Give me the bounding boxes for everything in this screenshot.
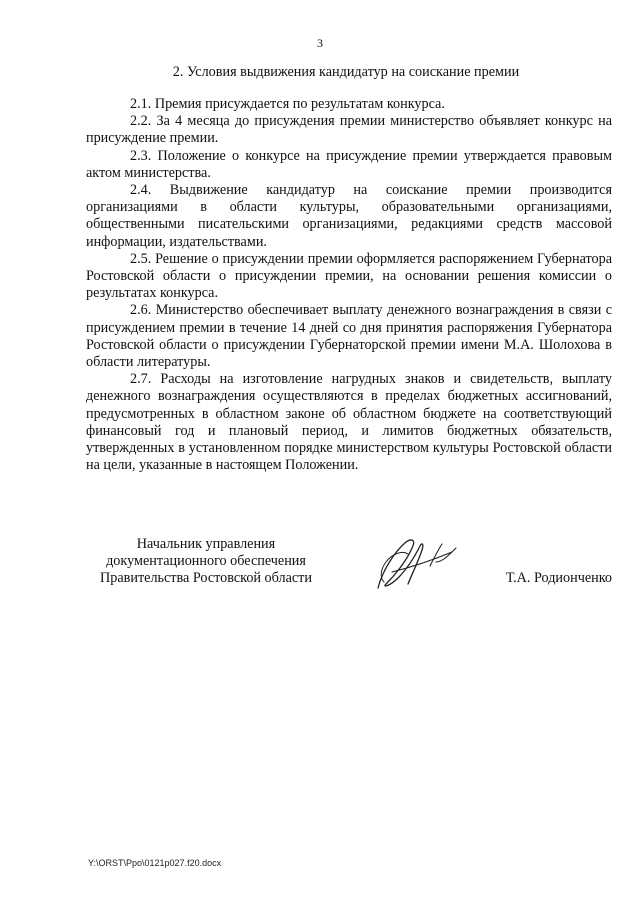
paragraph-2-6: 2.6. Министерство обеспечивает выплату денежного вознаграждения в связи с присуждением премии в течение 14 дней со дня принятия распоряжения Губернатора Ростовской области о присуждении Губернаторской премии имени М.А. Шолохова в области литературы. (86, 302, 612, 371)
paragraph-2-7: 2.7. Расходы на изготовление нагрудных знаков и свидетельств, выплату денежного вознаграждения осуществляются в пределах бюджетных ассигнований, предусмотренных в областном законе об областном бюджете на соответствующий финансовый год и плановый период, и лимитов бюджетных обязательств, утвержденных в установленном порядке министерством культуры Ростовской области на цели, указанные в настоящем Положении. (86, 371, 612, 474)
paragraph-2-3: 2.3. Положение о конкурсе на присуждение премии утверждается правовым актом министерства. (86, 147, 612, 181)
signatory-position (86, 536, 326, 588)
page-number: 3 (317, 36, 323, 50)
footer-file-path: Y:\ORST\Ppo\0121p027.f20.docx (88, 858, 222, 868)
section-title: 2. Условия выдвижения кандидатур на соискание премии (172, 64, 520, 80)
document-body (86, 96, 612, 474)
paragraph-2-1: 2.1. Премия присуждается по результатам конкурса. (130, 96, 445, 112)
signatory-position-line: документационного обеспечения (106, 553, 306, 570)
signatory-position-line: Начальник управления (136, 536, 276, 552)
signatory-name: Т.А. Родионченко (505, 570, 612, 586)
paragraph-2-4: 2.4. Выдвижение кандидатур на соискание премии производится организациями в области культуры, образовательными организациями, общественными писательскими организациями, редакциями средств массовой информации, издательствами. (86, 182, 612, 250)
signatory-position-line: Правительства Ростовской области (100, 570, 312, 587)
signature-block (86, 536, 612, 596)
paragraph-2-2: 2.2. За 4 месяца до присуждения премии министерство объявляет конкурс на присуждение премии. (86, 113, 612, 147)
paragraph-2-5: 2.5. Решение о присуждении премии оформляется распоряжением Губернатора Ростовской области о присуждении премии, на основании решения комиссии о результатах конкурса. (86, 250, 612, 302)
handwritten-signature (372, 532, 462, 594)
